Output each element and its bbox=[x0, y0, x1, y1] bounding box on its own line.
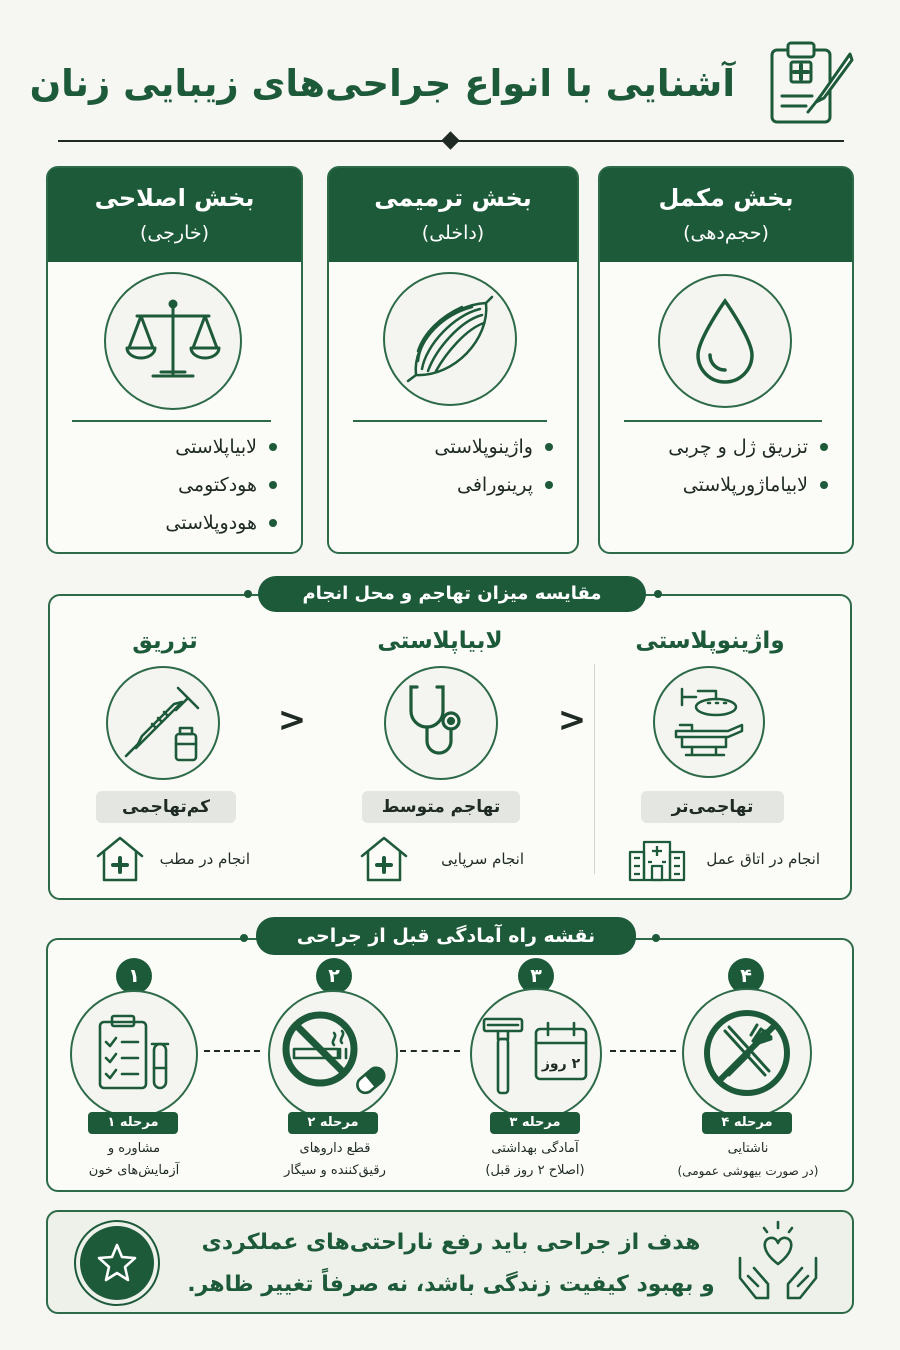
stage-badge: مرحله ۱ bbox=[88, 1112, 178, 1134]
bullet-icon bbox=[244, 590, 252, 598]
stage-badge: مرحله ۴ bbox=[702, 1112, 792, 1134]
invasiveness-badge: کم‌تهاجمی bbox=[96, 791, 236, 823]
category-item-label: لابیاپلاستی bbox=[175, 436, 257, 458]
bullet-icon bbox=[545, 481, 553, 489]
procedure-location: انجام در اتاق عمل bbox=[706, 850, 820, 868]
step-caption-line: رقیق‌کننده و سیگار bbox=[284, 1163, 386, 1178]
page-title: آشنایی با انواع جراحی‌های زیبایی زنان bbox=[29, 62, 735, 105]
step-connector bbox=[204, 1050, 260, 1052]
category-item bbox=[175, 436, 277, 458]
step-caption bbox=[60, 1138, 208, 1182]
card-divider bbox=[72, 420, 271, 422]
category-header bbox=[48, 168, 301, 262]
divider-diamond-icon bbox=[441, 131, 459, 149]
category-card-corrective bbox=[46, 166, 303, 554]
step-caption-line: قطع داروهای bbox=[299, 1141, 371, 1156]
bullet-icon bbox=[269, 443, 277, 451]
stage-badge: مرحله ۲ bbox=[288, 1112, 378, 1134]
less-than-operator: < bbox=[557, 700, 587, 740]
hands-heart-icon bbox=[734, 1218, 822, 1304]
procedure-name: واژینوپلاستی bbox=[635, 628, 785, 654]
category-item-label: لابیاماژورپلاستی bbox=[682, 474, 808, 496]
step-caption bbox=[250, 1138, 420, 1182]
muscle-icon bbox=[383, 272, 517, 406]
calendar-text: ۲ روز bbox=[541, 1056, 581, 1072]
card-divider bbox=[353, 420, 547, 422]
clipboard-scalpel-icon bbox=[764, 36, 856, 128]
checklist-test-tube-icon bbox=[70, 990, 198, 1118]
drop-icon bbox=[658, 274, 792, 408]
step-number: ۱ bbox=[116, 958, 152, 994]
step-caption-line: (اصلاح ۲ روز قبل) bbox=[485, 1163, 585, 1178]
comparison-divider bbox=[594, 664, 595, 874]
category-item-label: پرینورافی bbox=[457, 474, 533, 496]
bullet-icon bbox=[654, 590, 662, 598]
comparison-title: مقایسه میزان تهاجم و محل انجام bbox=[258, 576, 646, 612]
step-caption-line: (در صورت بیهوشی عمومی) bbox=[677, 1164, 819, 1178]
step-caption-line: ناشتایی bbox=[727, 1141, 769, 1156]
footer-message bbox=[186, 1222, 716, 1306]
operating-room-icon bbox=[653, 666, 765, 778]
bullet-icon bbox=[820, 481, 828, 489]
stethoscope-icon bbox=[384, 666, 498, 780]
category-card-complementary bbox=[598, 166, 854, 554]
bullet-icon bbox=[820, 443, 828, 451]
step-number: ۳ bbox=[518, 958, 554, 994]
footer-line: و بهبود کیفیت زندگی باشد، نه صرفاً تغییر ظاهر. bbox=[187, 1272, 715, 1297]
step-caption bbox=[668, 1138, 828, 1182]
category-item-label: هودوپلاستی bbox=[165, 512, 257, 534]
scale-icon bbox=[104, 272, 242, 410]
syringe-icon bbox=[106, 666, 220, 780]
category-subtitle: (حجم‌دهی) bbox=[683, 222, 769, 244]
hospital-icon bbox=[628, 838, 688, 882]
category-subtitle: (داخلی) bbox=[421, 222, 485, 244]
no-smoking-icon bbox=[268, 990, 398, 1120]
step-caption bbox=[462, 1138, 608, 1182]
clinic-icon bbox=[358, 834, 410, 884]
less-than-operator: < bbox=[277, 700, 307, 740]
category-item-label: هودکتومی bbox=[178, 474, 257, 496]
category-header bbox=[329, 168, 577, 262]
clinic-icon bbox=[94, 834, 146, 884]
bullet-icon bbox=[269, 519, 277, 527]
category-subtitle: (خارجی) bbox=[139, 222, 210, 244]
category-item bbox=[457, 474, 553, 496]
star-badge-icon bbox=[74, 1220, 160, 1306]
invasiveness-badge: تهاجم متوسط bbox=[362, 791, 520, 823]
razor-calendar-icon bbox=[470, 988, 602, 1120]
category-header bbox=[600, 168, 852, 262]
step-caption-line: آمادگی بهداشتی bbox=[491, 1141, 579, 1156]
category-title: بخش مکمل bbox=[658, 184, 794, 212]
no-eating-icon bbox=[682, 988, 812, 1118]
step-caption-line: مشاوره و bbox=[107, 1141, 161, 1156]
category-item bbox=[434, 436, 553, 458]
category-item bbox=[165, 512, 277, 534]
category-item bbox=[178, 474, 277, 496]
procedure-name: لابیاپلاستی bbox=[377, 628, 503, 654]
procedure-name: تزریق bbox=[132, 628, 198, 654]
bullet-icon bbox=[545, 443, 553, 451]
category-item-label: تزریق ژل و چربی bbox=[668, 436, 808, 458]
category-title: بخش ترمیمی bbox=[374, 184, 532, 212]
step-connector bbox=[400, 1050, 460, 1052]
category-item-label: واژینوپلاستی bbox=[434, 436, 533, 458]
bullet-icon bbox=[240, 934, 248, 942]
bullet-icon bbox=[652, 934, 660, 942]
roadmap-title: نقشه راه آمادگی قبل از جراحی bbox=[256, 917, 636, 955]
stage-badge: مرحله ۳ bbox=[490, 1112, 580, 1134]
step-caption-line: آزمایش‌های خون bbox=[88, 1163, 180, 1178]
category-title: بخش اصلاحی bbox=[94, 184, 255, 212]
step-number: ۲ bbox=[316, 958, 352, 994]
step-connector bbox=[610, 1050, 676, 1052]
invasiveness-badge: تهاجمی‌تر bbox=[641, 791, 784, 823]
category-item bbox=[668, 436, 828, 458]
card-divider bbox=[624, 420, 822, 422]
bullet-icon bbox=[269, 481, 277, 489]
procedure-location: انجام سرپایی bbox=[441, 850, 524, 868]
step-number: ۴ bbox=[728, 958, 764, 994]
category-item bbox=[683, 474, 828, 496]
procedure-location: انجام در مطب bbox=[159, 850, 250, 868]
footer-line: هدف از جراحی باید رفع ناراحتی‌های عملکردی bbox=[201, 1230, 701, 1255]
category-card-reconstructive bbox=[327, 166, 579, 554]
